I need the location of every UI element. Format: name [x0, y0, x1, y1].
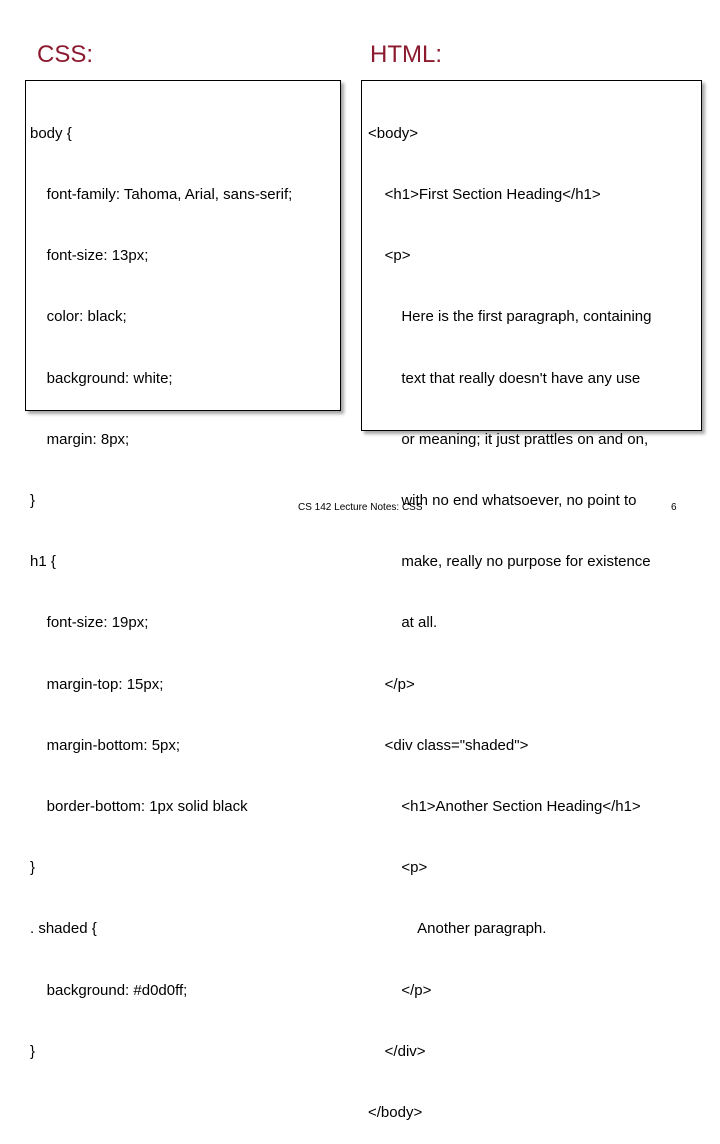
- html-code-line: </p>: [368, 981, 432, 999]
- html-heading: HTML:: [370, 41, 442, 68]
- css-code-line: border-bottom: 1px solid black: [30, 798, 248, 816]
- css-heading: CSS:: [37, 41, 94, 68]
- css-code-line: body {: [30, 124, 72, 142]
- html-code-line: or meaning; it just prattles on and on,: [368, 430, 649, 448]
- css-code-line: . shaded {: [30, 920, 97, 938]
- css-code-line: h1 {: [30, 553, 56, 571]
- html-code-box: [361, 80, 702, 1122]
- html-code-line: <body>: [368, 124, 419, 142]
- html-code-line: <h1>First Section Heading</h1>: [368, 186, 601, 204]
- css-code-line: background: #d0d0ff;: [30, 981, 188, 999]
- html-code-line: </body>: [368, 1104, 423, 1122]
- html-code-line: </div>: [368, 1042, 426, 1060]
- css-code-box: [25, 80, 341, 1060]
- html-code-line: <p>: [368, 859, 428, 877]
- css-code-line: background: white;: [30, 369, 173, 387]
- html-code-line: make, really no purpose for existence: [368, 553, 651, 571]
- css-code-line: margin-top: 15px;: [30, 675, 164, 693]
- html-code-line: Another paragraph.: [368, 920, 547, 938]
- html-code-line: at all.: [368, 614, 438, 632]
- css-code-line: }: [30, 859, 36, 877]
- html-code-line: <h1>Another Section Heading</h1>: [368, 798, 641, 816]
- css-code-line: font-size: 19px;: [30, 614, 149, 632]
- css-code-line: font-size: 13px;: [30, 247, 149, 265]
- page-number: 6: [671, 502, 677, 513]
- html-code-line: text that really doesn't have any use: [368, 369, 641, 387]
- html-code-line: Here is the first paragraph, containing: [368, 308, 652, 326]
- footer-title: CS 142 Lecture Notes: CSS: [298, 502, 423, 513]
- css-code-line: }: [30, 492, 36, 510]
- css-code-line: font-family: Tahoma, Arial, sans-serif;: [30, 186, 293, 204]
- css-code-line: margin-bottom: 5px;: [30, 736, 181, 754]
- css-code-line: }: [30, 1042, 36, 1060]
- html-code-line: </p>: [368, 675, 415, 693]
- css-code-line: margin: 8px;: [30, 430, 130, 448]
- css-code-line: color: black;: [30, 308, 127, 326]
- html-code-line: <div class="shaded">: [368, 736, 529, 754]
- html-code-line: <p>: [368, 247, 411, 265]
- html-code-line: with no end whatsoever, no point to: [368, 492, 637, 510]
